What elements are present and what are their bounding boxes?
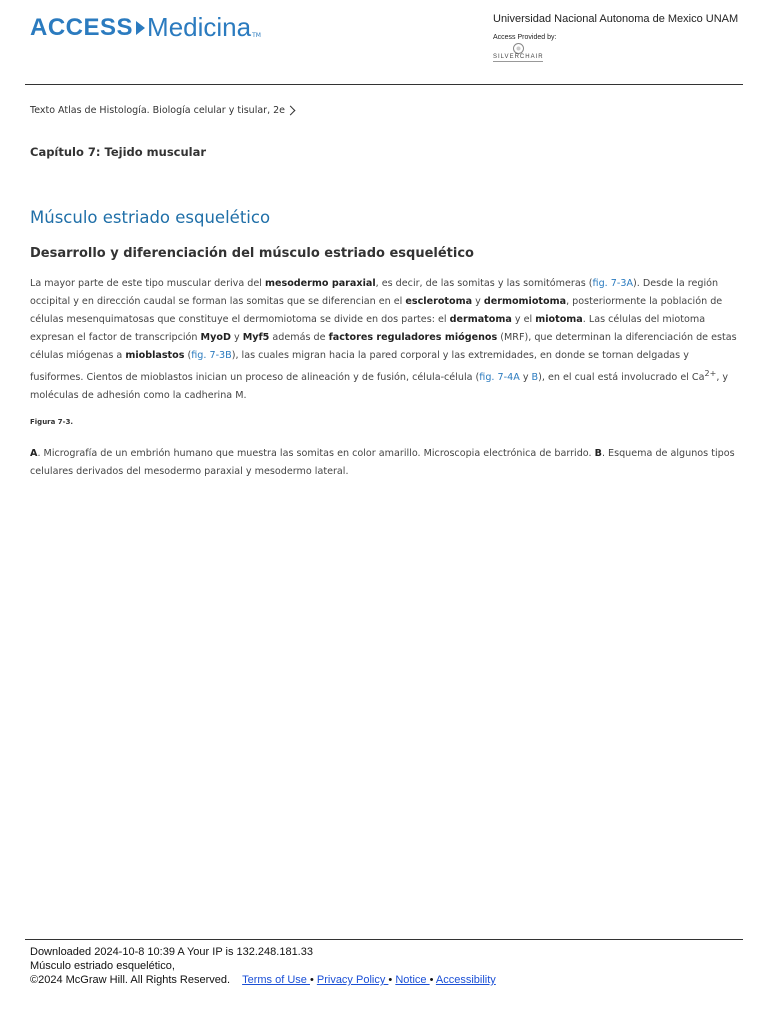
paragraph-text: La mayor parte de este tipo muscular deriva del bbox=[30, 278, 265, 289]
silverchair-logo bbox=[493, 43, 543, 62]
caption-part-a-text: . Micrografía de un embrión humano que muestra las somitas en color amarillo. Microscopia electrónica de barrido. bbox=[37, 448, 595, 459]
paragraph-text: . Las células del miotoma expresan el factor de transcripción bbox=[30, 314, 706, 343]
chevron-right-icon bbox=[286, 106, 296, 116]
paragraph-text: , y moléculas de adhesión como la cadherina M. bbox=[30, 372, 729, 402]
subsection-title: Desarrollo y diferenciación del músculo estriado esquelético bbox=[30, 246, 474, 261]
access-provided-by-label: Access Provided by: bbox=[493, 34, 557, 41]
term-miotoma: miotoma bbox=[535, 314, 583, 325]
term-myod: MyoD bbox=[200, 332, 231, 343]
paragraph-text: , es decir, de las somitas y las somitómeras ( bbox=[375, 278, 593, 289]
superscript-2plus: 2+ bbox=[704, 369, 717, 378]
download-info: Downloaded 2024-10-8 10:39 A Your IP is 132.248.181.33 bbox=[30, 946, 313, 958]
institution-name: Universidad Nacional Autonoma de Mexico UNAM bbox=[493, 13, 739, 25]
caption-part-b-text: . Esquema de algunos tipos celulares derivados del mesodermo paraxial y mesodermo lateral. bbox=[30, 448, 735, 477]
logo-arrow-icon bbox=[136, 21, 145, 35]
privacy-policy-link[interactable]: Privacy Policy bbox=[316, 974, 389, 986]
term-dermomiotoma: dermomiotoma bbox=[483, 296, 567, 307]
paragraph-text: y el bbox=[511, 314, 536, 325]
link-fig-7-3b[interactable]: fig. 7-3B bbox=[191, 350, 232, 361]
silverchair-text: SILVERCHAIR bbox=[493, 54, 544, 60]
term-dermatoma: dermatoma bbox=[449, 314, 512, 325]
paragraph-text: ), en el cual está involucrado el Ca bbox=[538, 372, 705, 384]
page-header bbox=[0, 0, 768, 84]
body-paragraph bbox=[30, 275, 740, 405]
term-esclerotoma: esclerotoma bbox=[405, 296, 473, 307]
silverchair-emblem-icon bbox=[513, 43, 524, 54]
term-mesodermo-paraxial: mesodermo paraxial bbox=[265, 278, 376, 289]
paragraph-text: ). Desde la región occipital y en dirección caudal se forman las somitas que se diferencian en el bbox=[30, 278, 719, 307]
page-footer bbox=[30, 945, 496, 987]
section-title: Músculo estriado esquelético bbox=[30, 208, 271, 227]
term-factores-reguladores: factores reguladores miógenos bbox=[328, 332, 498, 343]
paragraph-text: ( bbox=[184, 350, 192, 361]
silverchair-underline bbox=[493, 61, 543, 62]
notice-link[interactable]: Notice bbox=[395, 974, 430, 986]
link-fig-7-3a[interactable]: fig. 7-3A bbox=[592, 278, 634, 289]
figure-label: Figura 7-3. bbox=[30, 418, 74, 426]
footer-links-row bbox=[30, 973, 496, 987]
term-myf5: Myf5 bbox=[242, 332, 270, 343]
paragraph-text: y bbox=[230, 332, 243, 343]
term-mioblastos: mioblastos bbox=[125, 350, 185, 361]
logo-trademark: TM bbox=[252, 32, 261, 39]
paragraph-text: , posteriormente la población de células mesenquimatosas que constituye el dermomiotoma se divide en dos partes: el bbox=[30, 296, 723, 325]
chapter-title: Capítulo 7: Tejido muscular bbox=[30, 145, 207, 159]
figure-caption bbox=[30, 445, 740, 481]
paragraph-text: ), las cuales migran hacia la pared corporal y las extremidades, en donde se tornan delgadas y fusiformes. Cientos de mioblastos inician un proceso de alineación y de fusión, célula-célula ( bbox=[30, 350, 689, 384]
paragraph-text: y bbox=[519, 372, 532, 384]
link-fig-7-4a[interactable]: fig. 7-4A bbox=[479, 372, 520, 384]
accessibility-link[interactable]: Accessibility bbox=[435, 974, 496, 986]
paragraph-text: además de bbox=[269, 332, 329, 343]
breadcrumb[interactable] bbox=[30, 105, 294, 116]
copyright-text: ©2024 McGraw Hill. All Rights Reserved. bbox=[30, 974, 231, 986]
paragraph-text: y bbox=[472, 296, 484, 307]
link-separator: • bbox=[429, 974, 436, 986]
caption-part-b-label: B bbox=[594, 448, 602, 459]
terms-of-use-link[interactable]: Terms of Use bbox=[242, 974, 310, 986]
paragraph-text: (MRF), que determinan la diferenciación de estas células miógenas a bbox=[30, 332, 737, 361]
accessmedicina-logo[interactable] bbox=[30, 12, 261, 43]
logo-medicina-text: Medicina bbox=[147, 12, 252, 42]
breadcrumb-book-title[interactable]: Texto Atlas de Histología. Biología celular y tisular, 2e bbox=[30, 105, 285, 116]
link-fig-7-4b[interactable]: B bbox=[531, 372, 539, 384]
link-separator: • bbox=[309, 974, 317, 986]
caption-part-a-label: A bbox=[30, 448, 38, 459]
footer-divider bbox=[25, 939, 743, 940]
logo-access-text: ACCESS bbox=[30, 13, 134, 41]
link-separator: • bbox=[388, 974, 396, 986]
footer-article-title: Músculo estriado esquelético, bbox=[30, 960, 175, 972]
header-divider bbox=[25, 84, 743, 85]
